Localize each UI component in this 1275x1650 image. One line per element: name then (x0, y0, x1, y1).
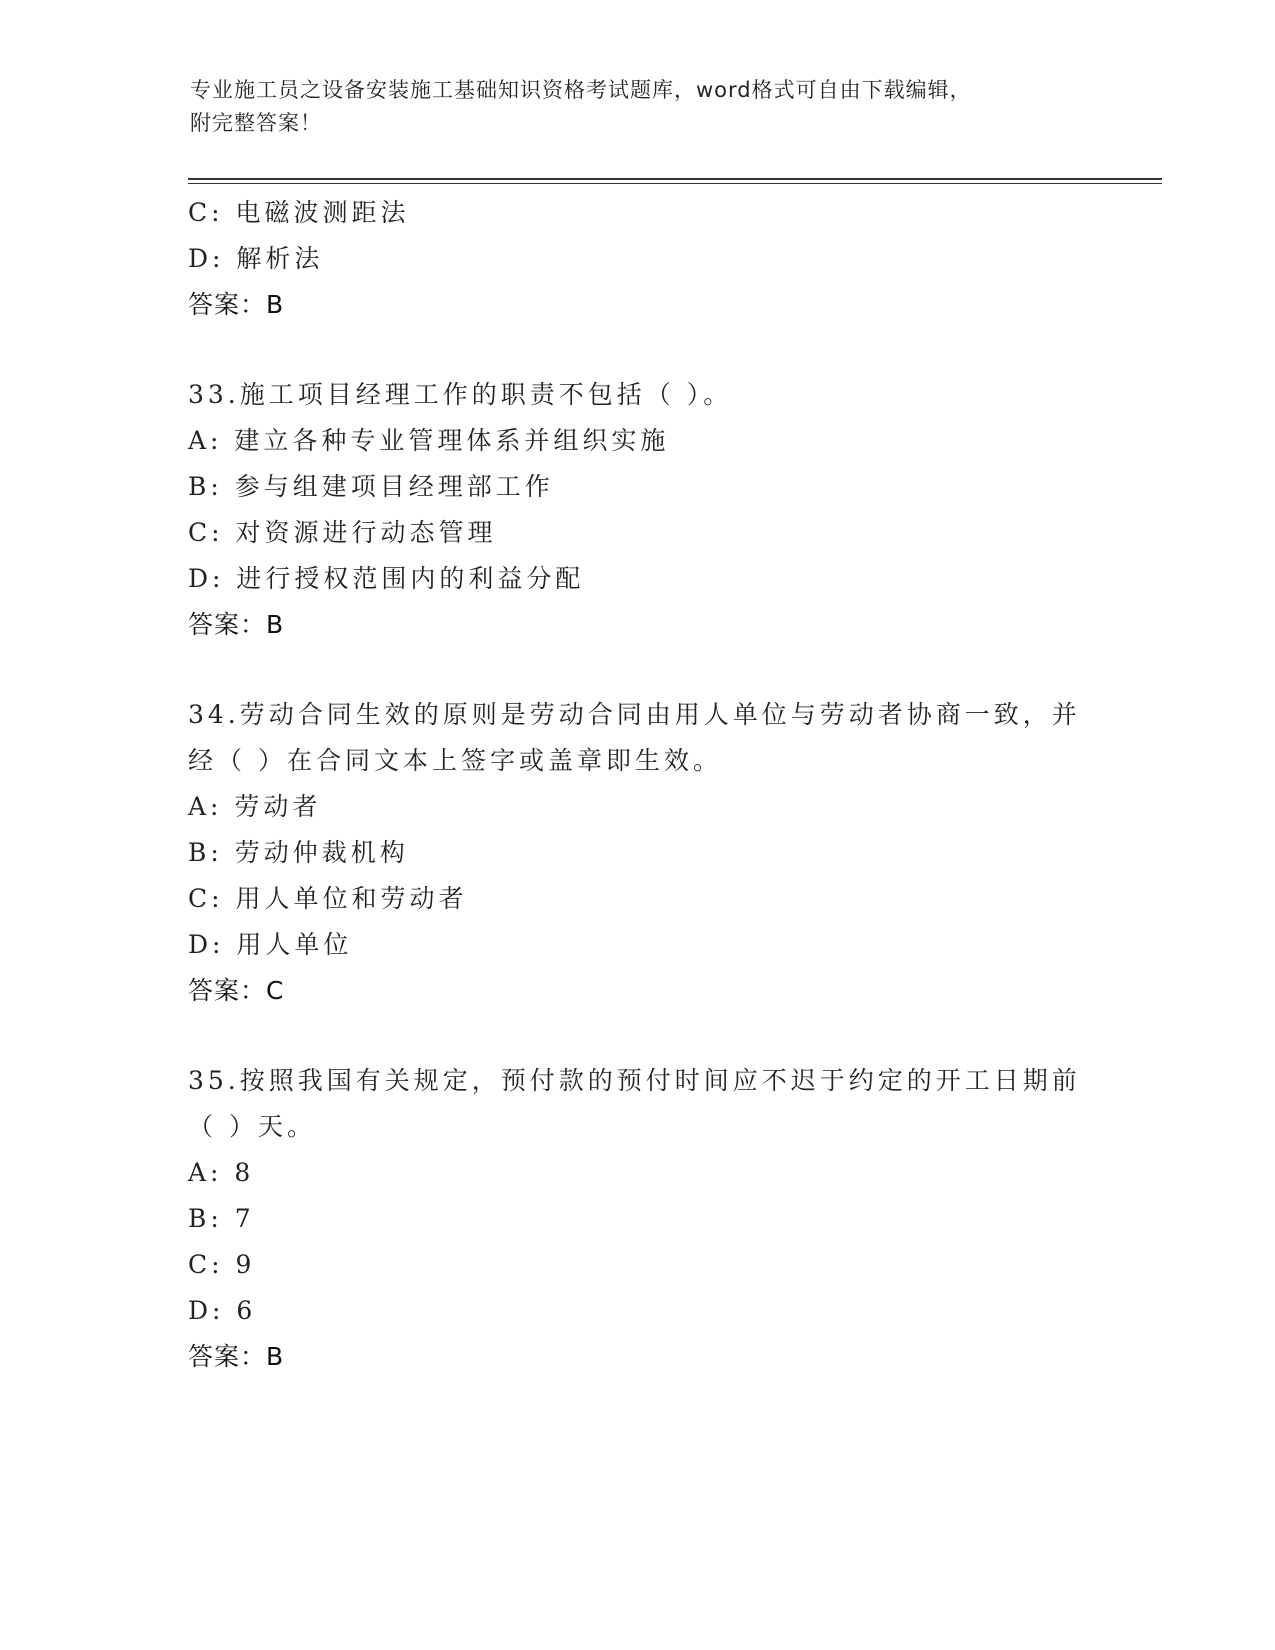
answer-line: 答案：C (188, 976, 285, 1005)
question-32-continuation (188, 190, 1108, 328)
header-line-2: 附完整答案！ (190, 111, 322, 135)
spacer (188, 328, 1108, 372)
option-c: C: 用人单位和劳动者 (188, 884, 468, 913)
answer-line: 答案：B (188, 1342, 285, 1371)
header-divider-thick (188, 178, 1162, 180)
question-text: 35.按照我国有关规定，预付款的预付时间应不迟于约定的开工日期前（ ）天。 (188, 1066, 1081, 1141)
option-c: C: 9 (188, 1250, 256, 1279)
option-d: D: 用人单位 (188, 930, 353, 959)
option-b: B: 7 (188, 1204, 255, 1233)
option-d: D: 进行授权范围内的利益分配 (188, 564, 585, 593)
answer-line: 答案：B (188, 290, 285, 319)
option-d: D: 解析法 (188, 244, 324, 273)
question-list (188, 190, 1108, 1380)
option-a: A: 劳动者 (188, 792, 322, 821)
header-line-1: 专业施工员之设备安装施工基础知识资格考试题库，word格式可自由下载编辑， (190, 78, 972, 102)
document-header (190, 74, 1090, 140)
question-35 (188, 1058, 1108, 1380)
question-33 (188, 372, 1108, 648)
question-text: 33.施工项目经理工作的职责不包括（ ）。 (188, 380, 733, 409)
answer-line: 答案：B (188, 610, 285, 639)
question-34 (188, 692, 1108, 1014)
option-a: A: 建立各种专业管理体系并组织实施 (188, 426, 670, 455)
spacer (188, 1014, 1108, 1058)
option-c: C: 电磁波测距法 (188, 198, 410, 227)
option-a: A: 8 (188, 1158, 255, 1187)
option-b: B: 参与组建项目经理部工作 (188, 472, 554, 501)
header-divider-thin (188, 183, 1162, 184)
option-b: B: 劳动仲裁机构 (188, 838, 409, 867)
question-text: 34.劳动合同生效的原则是劳动合同由用人单位与劳动者协商一致，并经（ ）在合同文本上签字或盖章即生效。 (188, 700, 1081, 775)
spacer (188, 648, 1108, 692)
option-c: C: 对资源进行动态管理 (188, 518, 497, 547)
option-d: D: 6 (188, 1296, 257, 1325)
